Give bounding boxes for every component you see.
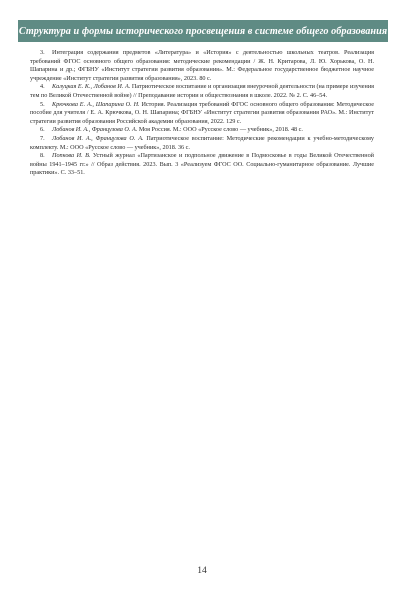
reference-item-4 [30, 83, 374, 100]
reference-author: Лобанов И. А., Французова О. А. [52, 126, 138, 134]
reference-text: Моя Россия. М.: ООО «Русское слово — учебник», 2018. 48 с. [137, 126, 303, 134]
reference-text: Устный журнал «Партизанское и подпольное движение в Подмосковье в годы Великой Отечественной войны 1941–1945 гг.» // Образ действия. 2023. Вып. 3 «Реализуем ФГОС ОО. Социально-гуманитарное образование. Лучшие практики». С. 33–51. [30, 152, 374, 177]
reference-item-8 [30, 152, 374, 178]
reference-text: Интеграция содержания предметов «Литература» и «История» с деятельностью школьных театров. Реализация требований ФГОС основного общего образования: методические рекомендации / Ж. Н. Критарова, Л. Ю. Хорькова, О. Н. Шапарина и др.; ФГБНУ «Институт стратегии развития образования». М.: Федеральное государственное бюджетное научное учреждение «Институт стратегии развития образования», 2023. 80 с. [30, 49, 374, 82]
page-number: 14 [197, 566, 207, 576]
reference-list [30, 49, 374, 178]
running-header-title: Структура и формы исторического просвещения в системе общего образования [18, 25, 388, 37]
reference-author: Попкова И. В. [52, 152, 91, 160]
reference-item-5 [30, 101, 374, 127]
reference-number: 7. [40, 134, 45, 142]
reference-author: Калуцкая Е. К., Лобанов И. А. [52, 83, 131, 91]
reference-text: Патриотическое воспитание: Методические рекомендации к учебно-методическому комплекту. М.: ООО «Русское слово — учебник», 2018. 36 с. [30, 134, 374, 151]
reference-item-3 [30, 49, 374, 83]
reference-number: 4. [40, 83, 45, 91]
reference-author: Крючкова Е. А., Шапарина О. Н. [52, 100, 140, 108]
reference-number: 6. [40, 126, 45, 134]
reference-author: Лобанов И. А., Французова О. А. [52, 134, 144, 142]
reference-number: 8. [40, 152, 45, 160]
reference-number: 3. [40, 49, 45, 56]
reference-item-7 [30, 135, 374, 152]
running-header [18, 20, 388, 42]
reference-number: 5. [40, 100, 45, 108]
reference-text: История. Реализация требований ФГОС основного общего образования: Методическое пособие для учителя / Е. А. Крючкова, О. Н. Шапарина; ФГБНУ «Институт стратегии развития образования РАО». М.: Институт стратегии развития образования Российской академии образования, 2022. 129 с. [30, 100, 374, 125]
reference-item-6 [30, 126, 374, 135]
reference-text: Патриотическое воспитание и организация внеурочной деятельности (на примере изучения тем по Великой Отечественной войне) // Преподавание истории и обществознания в школе. 2022. № 2. С. 46–54. [30, 83, 374, 99]
